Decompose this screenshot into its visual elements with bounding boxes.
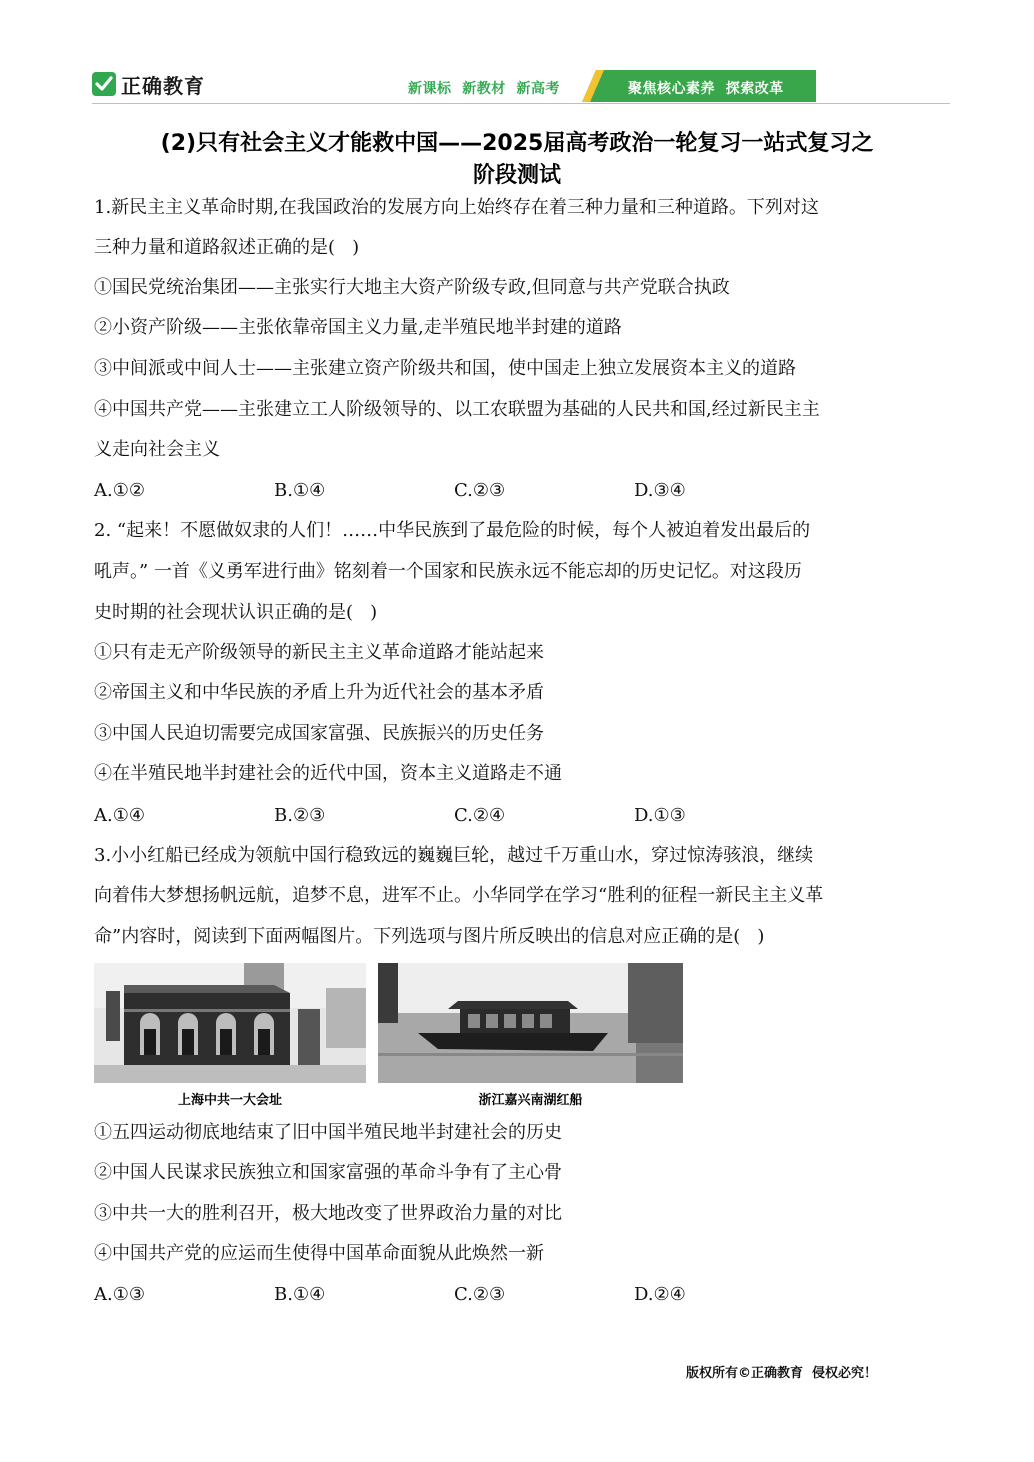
q3-stem-line3: 命”内容时，阅读到下面两幅图片。下列选项与图片所反映出的信息对应正确的是( ) bbox=[94, 926, 765, 947]
q1-stem-line2: 三种力量和道路叙述正确的是( ) bbox=[94, 237, 360, 258]
slogan-right: 聚焦核心素养 探索改革 bbox=[628, 81, 784, 97]
q1-item-2: ②小资产阶级——主张依靠帝国主义力量,走半殖民地半封建的道路 bbox=[94, 317, 622, 338]
q1-item-4-cont: 义走向社会主义 bbox=[94, 439, 220, 460]
q3-option-d: D.②④ bbox=[634, 1284, 686, 1305]
q3-item-2: ②中国人民谋求民族独立和国家富强的革命斗争有了主心骨 bbox=[94, 1162, 562, 1183]
brand-logo bbox=[92, 70, 205, 98]
q1-option-a: A.①② bbox=[94, 480, 145, 501]
q1-option-d: D.③④ bbox=[634, 480, 686, 501]
q2-item-4: ④在半殖民地半封建社会的近代中国，资本主义道路走不通 bbox=[94, 763, 562, 784]
photo1-caption: 上海中共一大会址 bbox=[177, 1093, 282, 1108]
title-line-2: 阶段测试 bbox=[472, 163, 561, 188]
logo-text: 正确教育 bbox=[121, 73, 205, 98]
q3-item-3: ③中共一大的胜利召开，极大地改变了世界政治力量的对比 bbox=[94, 1203, 562, 1224]
q2-option-b: B.②③ bbox=[274, 805, 326, 826]
q3-item-4: ④中国共产党的应运而生使得中国革命面貌从此焕然一新 bbox=[94, 1243, 544, 1264]
q2-stem-line2: 吼声。” 一首《义勇军进行曲》铭刻着一个国家和民族永远不能忘却的历史记忆。对这段历 bbox=[94, 561, 802, 582]
q2-item-3: ③中国人民迫切需要完成国家富强、民族振兴的历史任务 bbox=[94, 723, 544, 744]
q1-stem-line1: 1.新民主主义革命时期,在我国政治的发展方向上始终存在着三种力量和三种道路。下列对这 bbox=[94, 197, 819, 218]
slogan-left: 新课标 新教材 新高考 bbox=[408, 81, 560, 97]
q2-stem-line1: 2. “起来！不愿做奴隶的人们！……中华民族到了最危险的时候，每个人被迫着发出最后的 bbox=[94, 520, 811, 541]
q1-option-c: C.②③ bbox=[454, 480, 506, 501]
page-title bbox=[92, 128, 942, 192]
q3-option-a: A.①③ bbox=[94, 1284, 145, 1305]
q2-item-2: ②帝国主义和中华民族的矛盾上升为近代社会的基本矛盾 bbox=[94, 682, 544, 703]
q3-stem-line2: 向着伟大梦想扬帆远航，追梦不息，进军不止。小华同学在学习“胜利的征程一新民主主义革 bbox=[94, 885, 824, 906]
q1-option-b: B.①④ bbox=[274, 480, 326, 501]
q2-option-c: C.②④ bbox=[454, 805, 506, 826]
photo-jiaxing-boat bbox=[378, 963, 683, 1108]
boat-illustration bbox=[378, 963, 683, 1083]
title-line-1: (2)只有社会主义才能救中国——2025届高考政治一轮复习一站式复习之 bbox=[160, 131, 874, 156]
footer-copyright: 版权所有©正确教育 侵权必究！ bbox=[686, 1366, 878, 1381]
photo-shanghai-site bbox=[94, 963, 366, 1108]
q1-item-4: ④中国共产党——主张建立工人阶级领导的、以工农联盟为基础的人民共和国,经过新民主主 bbox=[94, 399, 820, 420]
building-illustration bbox=[94, 963, 366, 1083]
q3-option-b: B.①④ bbox=[274, 1284, 326, 1305]
header-divider bbox=[92, 103, 950, 104]
photo2-caption: 浙江嘉兴南湖红船 bbox=[478, 1093, 583, 1108]
q3-item-1: ①五四运动彻底地结束了旧中国半殖民地半封建社会的历史 bbox=[94, 1122, 562, 1143]
q1-item-3: ③中间派或中间人士——主张建立资产阶级共和国，使中国走上独立发展资本主义的道路 bbox=[94, 358, 796, 379]
q3-stem-line1: 3.小小红船已经成为领航中国行稳致远的巍巍巨轮，越过千万重山水，穿过惊涛骇浪，继续 bbox=[94, 845, 814, 866]
q1-item-1: ①国民党统治集团——主张实行大地主大资产阶级专政,但同意与共产党联合执政 bbox=[94, 277, 730, 298]
check-icon bbox=[92, 72, 116, 96]
q2-option-a: A.①④ bbox=[94, 805, 145, 826]
q2-option-d: D.①③ bbox=[634, 805, 686, 826]
q3-option-c: C.②③ bbox=[454, 1284, 506, 1305]
q2-item-1: ①只有走无产阶级领导的新民主主义革命道路才能站起来 bbox=[94, 642, 544, 663]
q2-stem-line3: 史时期的社会现状认识正确的是( ) bbox=[94, 602, 378, 623]
